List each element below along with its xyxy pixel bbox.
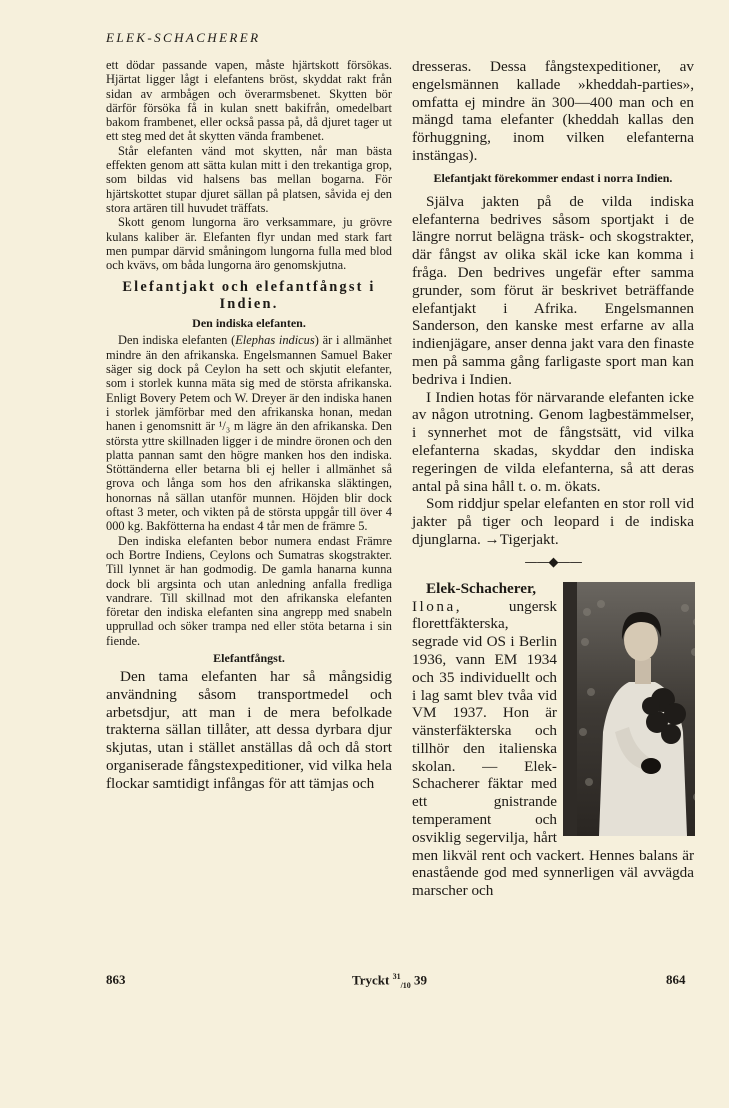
fencer-portrait-image	[577, 582, 695, 836]
paragraph: ett dödar passande vapen, måste hjärtskott försökas. Hjärtat ligger lågt i elefantens bröst, skyddat rakt från sidan av armbågen och överarmsbenet. Skytten bör därför försöka få in kulan snett bakifrån, omedelbart bakom frambenet, eller också passa på, då djuret tager ut ett steg med det åt skytten vända frambenet.	[106, 58, 392, 144]
entry-first-name: Ilona,	[412, 597, 463, 615]
subsection-heading: Elefantfångst.	[213, 650, 285, 665]
paragraph: Står elefanten vänd mot skytten, når man bästa effekten genom att sätta kulan mitt i den trekantiga grop, som bildas vid halsens bas mellan bogarna. För hjärtskottet stupar djuret sällan på platsen, såvida ej den stora artären till huvudet träffats.	[106, 143, 392, 215]
text-run: ) är i allmänhet mindre än den afrikanska. Engelsmannen Samuel Baker säger sig dock på Ceylon ha sett och skjutit elefanter, som i storlek kunna mäta sig med de största afrikanska. Enligt Bovery Petem och W. Dreyer är den indiska hanen i storlek jämförbar med den afrikanska honan, medan hanen i genomsnitt är ¹/₃ m lägre än den afrikanska. Den största yttre skillnaden ligger i de mindre öronen och den platta pannan samt den högre manken hos den indiska. Stöttänderna eller betarna bli ej heller i allmänhet så grova och långa som hos den afrikanska släktingen, honornas nå sällan utanför munnen. Höjden blir dock oftast 3 meter, och vikten på de största uppgår till över 4 000 kg. Bakfötterna ha endast 4 tår men de främre 5.	[106, 333, 392, 534]
paragraph: Den tama elefanten har så mångsidig användning såsom transportmedel och arbetsdjur, att man i de mera befolkade trakterna sällan tillåter, att dessa dyrbara djur skjutas, utan i stället anställas då och då stort organiserade fångstexpeditioner, vid vilka hela flockar samtidigt infångas för att tämjas och	[106, 667, 392, 792]
running-head: ELEK-SCHACHERER	[106, 30, 261, 45]
page-number-right: 864	[666, 972, 686, 987]
text-run: Den indiska elefanten (	[118, 333, 236, 348]
section-heading: Elefantjakt och elefantfångst i Indien.	[122, 279, 376, 313]
paragraph	[106, 333, 392, 533]
encyclopedia-entry	[412, 580, 694, 900]
print-day: 31	[392, 972, 401, 981]
paragraph: Skott genom lungorna äro verksammare, ju grövre kulans kaliber är. Elefanten flyr undan med stark fart men pumpar därvid småningom lungorna fulla med blod och kvävs, om båda lungorna äro genomskjutna.	[106, 215, 392, 273]
species-name: Elephas indicus	[235, 333, 315, 348]
paragraph: Som riddjur spelar elefanten en stor roll vid jakter på tiger och leopard i de indiska djunglarna. →Tigerjakt.	[412, 495, 694, 548]
left-column	[106, 58, 392, 793]
portrait-photo	[563, 582, 695, 836]
subsection-heading: Elefantjakt förekommer endast i norra Indien.	[433, 170, 673, 185]
print-year: 39	[414, 972, 428, 988]
right-column	[412, 58, 694, 900]
paragraph: dresseras. Dessa fångstexpeditioner, av engelsmännen kallade »kheddah-parties», omfatta ej mindre än 300—400 man och en mängd tama elefanter (kheddah kallas den förhuggning, inom vilken elefanterna instängas).	[412, 58, 694, 164]
section-ornament: ——◆——	[524, 554, 582, 570]
page-number-left: 863	[106, 972, 126, 987]
entry-text: ungersk florettfäkterska, segrade vid OS i Berlin 1936, vann EM 1934 och 35 individuellt och i lag samt blev tvåa vid VM 1937. Hon är vänsterfäkterska och tillhör den italienska skolan. — Elek-Schacherer fäktar med ett gnistrande temperament och osviklig segervilja, hårt men likväl rent och vackert. Hennes balans är enastående god med synnerligen väl avvägda marscher och	[412, 597, 694, 900]
print-month: /10	[400, 980, 411, 990]
subsection-heading: Den indiska elefanten.	[192, 316, 306, 331]
paragraph: Själva jakten på de vilda indiska elefanterna bedrives såsom sportjakt i de längre norrut belägna träsk- och skogstrakter, där fångst av olika skäl icke kan komma i fråga. Den bedrives ungefär efter samma grunder, som förut är beskrivet beträffande elefantjakt i Afrika. Engelsmannen Sanderson, den kanske mest erfarne av alla indienjägare, anser denna jakt vara den finaste men på samma gång farligaste sport man kan bedriva i Indien.	[412, 192, 694, 388]
paragraph: I Indien hotas för närvarande elefanten icke av någon utrotning. Genom lagbestämmelser, i synnerhet mot de fångstsätt, vid vilka elefanterna skadas, skyddar den indiska regeringen de vilda elefanterna, så att deras antal på sina håll t. o. m. ökats.	[412, 388, 694, 495]
paragraph: Den indiska elefanten bebor numera endast Främre och Bortre Indiens, Ceylons och Sumatras skogstrakter. Till lynnet är han godmodig. De gamla hanarna kunna dock bli argsinta och utan anledning anfalla fredliga vandrare. Till skillnad mot den afrikanska elefanten företar den indiska elefanten sina angrepp med snabeln upprullad och söker trampa ned eller stöta betarna i sin fiende.	[106, 533, 392, 648]
print-label: Tryckt	[352, 972, 390, 988]
entry-name: Elek-Schacherer,	[426, 579, 537, 597]
print-date	[352, 972, 427, 990]
